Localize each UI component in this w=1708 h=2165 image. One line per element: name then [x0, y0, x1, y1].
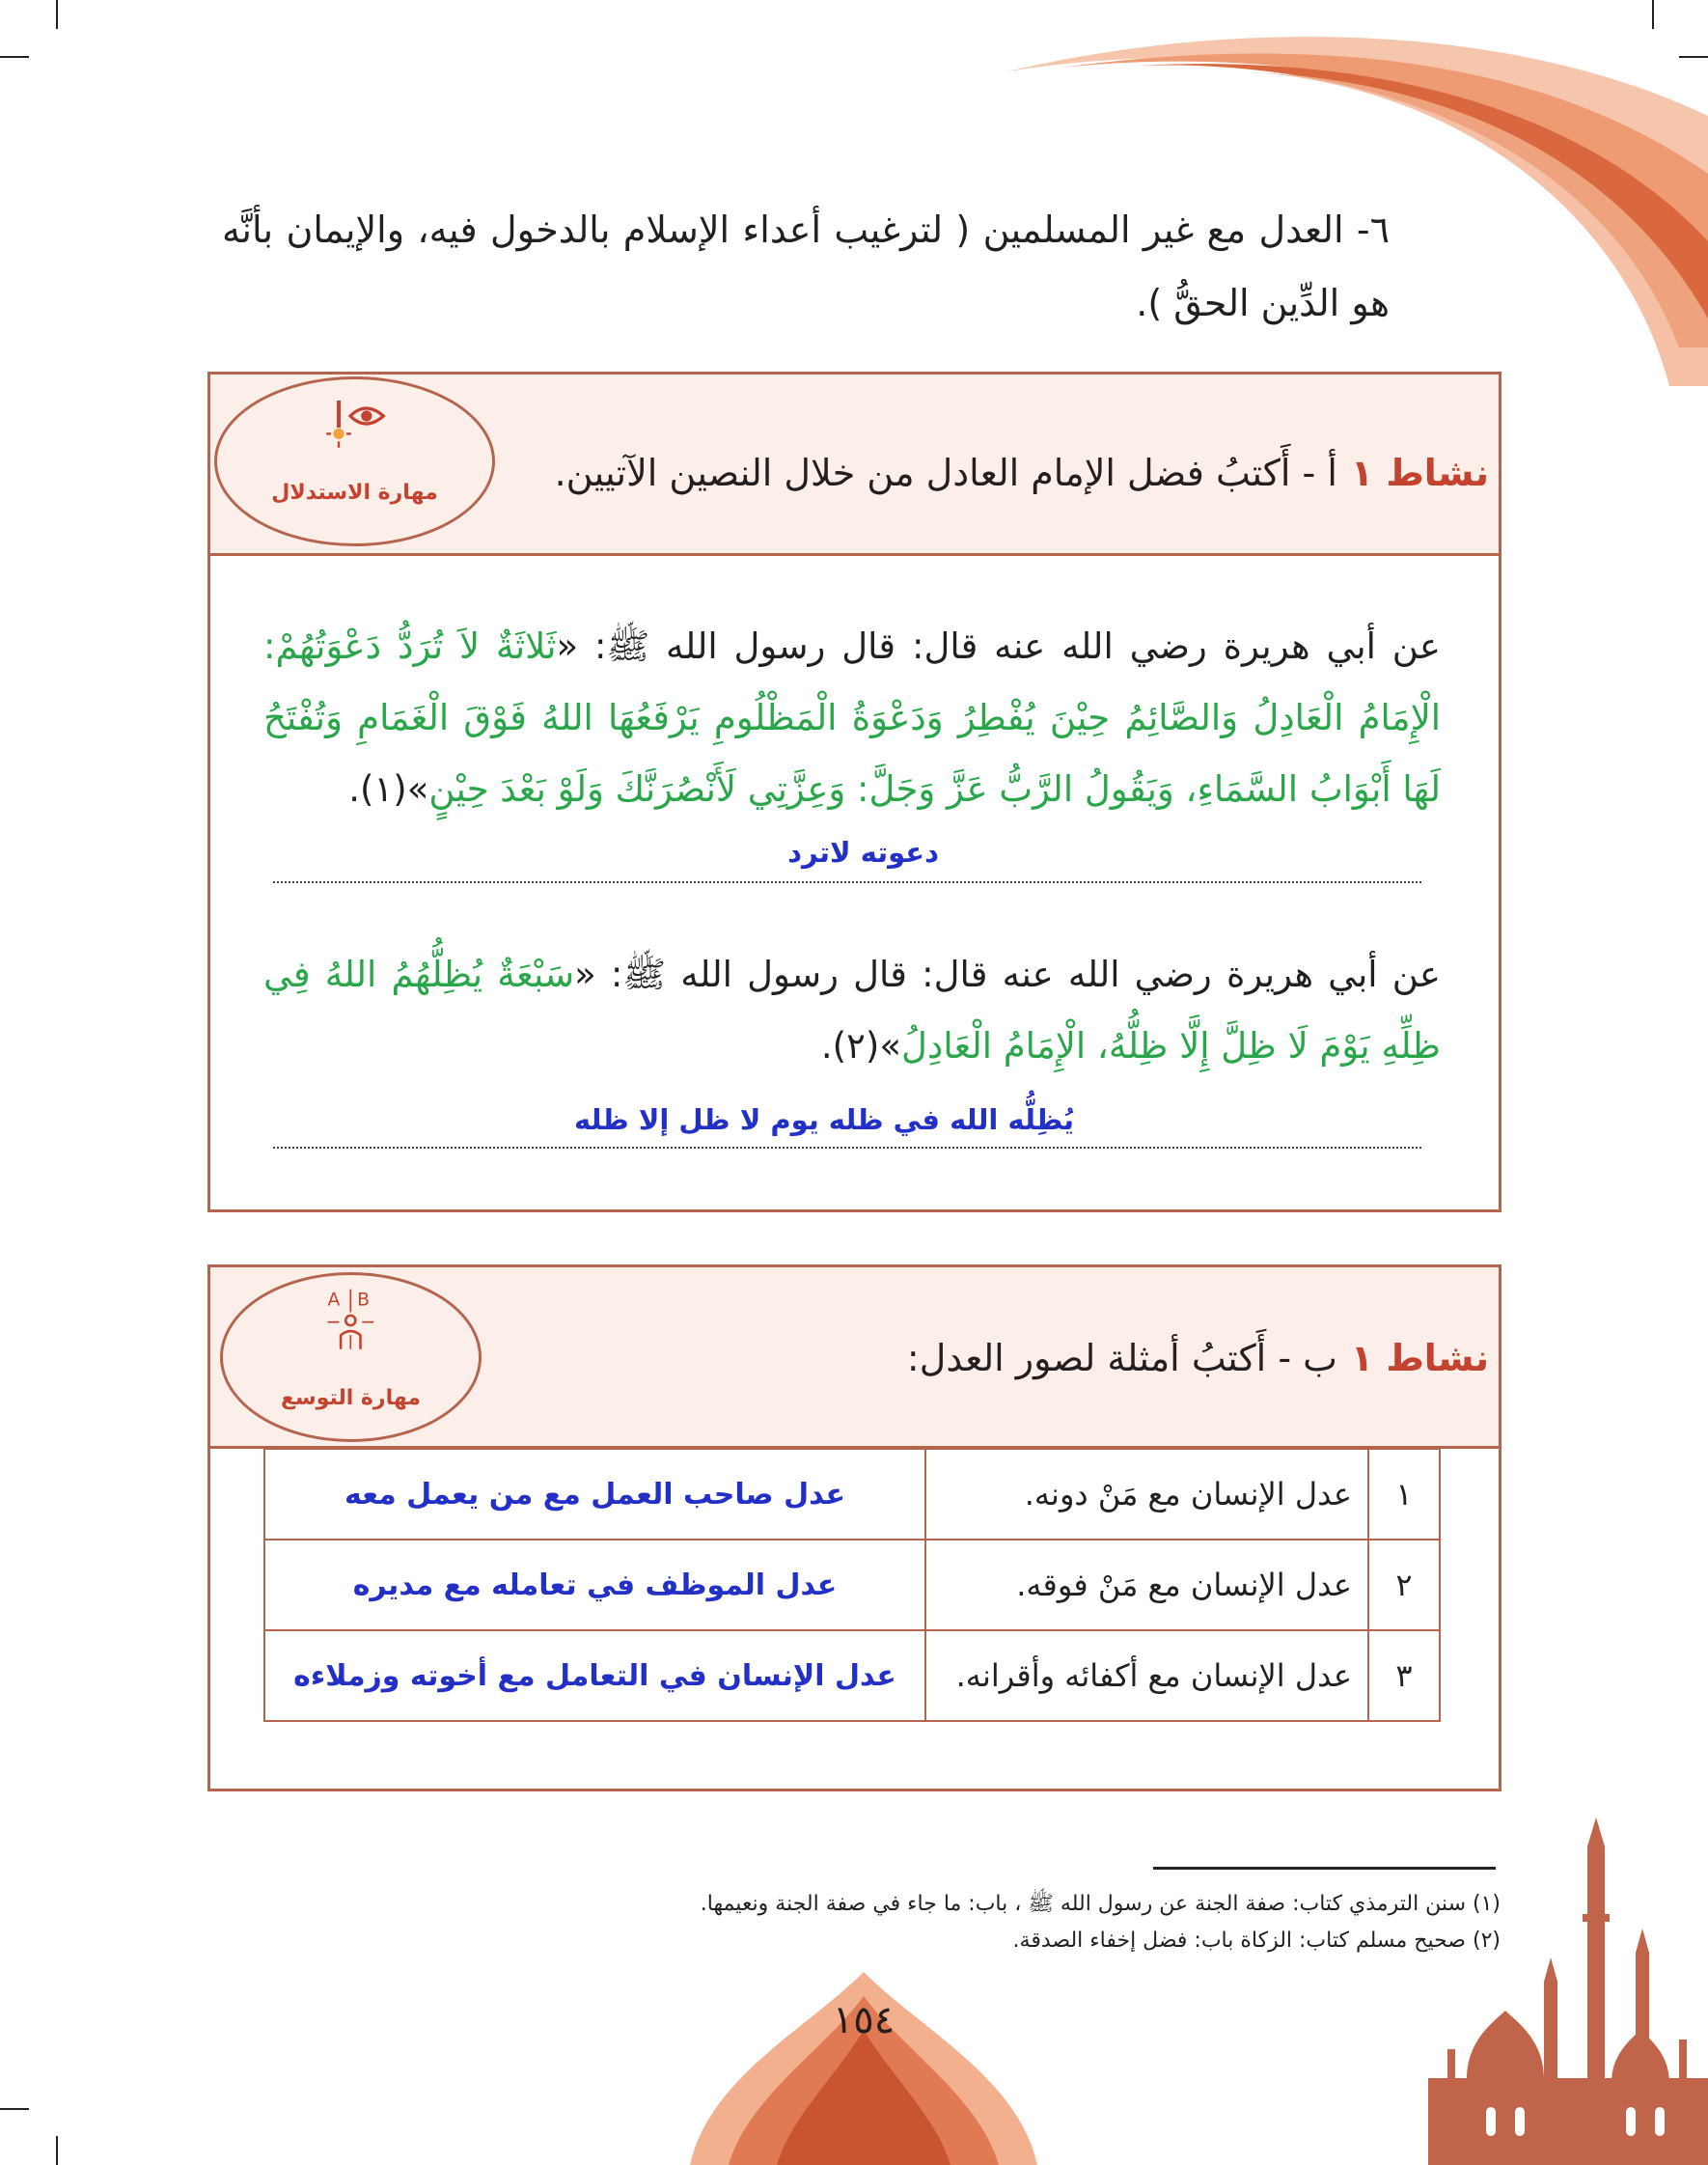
example-answer[interactable]: عدل صاحب العمل مع من يعمل معه — [264, 1449, 925, 1540]
hadith-2 — [263, 939, 1441, 1082]
hadith-2-quote: سَبْعَةٌ يُظِلُّهُمُ اللهُ فِي ظِلِّهِ يَوْمَ لَا ظِلَّ إِلَّا ظِلُّهُ، الْإِمَامُ الْعَادِلُ — [263, 954, 1441, 1067]
activity-a-box — [207, 372, 1501, 1212]
row-number: ٢ — [1368, 1540, 1440, 1630]
activity-b-box — [207, 1264, 1501, 1791]
hadith-1-answer[interactable]: دعوته لاترد — [787, 836, 939, 869]
crop-mark — [0, 56, 29, 58]
activity-a-title — [555, 452, 1489, 494]
skill-label-expansion: مهارة التوسع — [281, 1386, 421, 1410]
hadith-1-quote: ثَلاثَةٌ لاَ تُرَدُّ دَعْوَتُهُمْ: الْإِمَامُ الْعَادِلُ وَالصَّائِمُ حِيْنَ يُفْطِرُ وَدَعْوَةُ الْمَظْلُومِ يَرْفَعُهَا اللهُ فَوْقَ الْغَمَامِ وَتُفْتَحُ لَهَا أَبْوَابُ السَّمَاءِ، وَيَقُولُ الرَّبُّ عَزَّ وَجَلَّ: وَعِزَّتِي لَأَنْصُرَنَّكَ وَلَوْ بَعْدَ حِيْنٍ — [263, 625, 1441, 810]
hadith-2-close: »(٢). — [820, 1025, 901, 1067]
table-row — [264, 1449, 1440, 1540]
example-text: عدل الإنسان مع مَنْ فوقه. — [925, 1540, 1368, 1630]
crop-mark — [0, 2108, 29, 2110]
eye-lamp-icon — [316, 397, 393, 451]
hadith-2-answer[interactable]: يُظِلُّه الله في ظله يوم لا ظل إلا ظله — [573, 1103, 1074, 1136]
skill-label-inference: مهارة الاستدلال — [271, 481, 438, 505]
activity-b-instruction: ب - أَكتبُ أمثلة لصور العدل: — [906, 1337, 1337, 1379]
a-b-expansion-icon — [319, 1287, 385, 1354]
crop-mark — [56, 2136, 58, 2165]
page-number: ١٥٤ — [832, 1998, 895, 2042]
activity-b-header — [210, 1267, 1499, 1449]
activity-b-title — [907, 1337, 1489, 1379]
hadith-1 — [263, 611, 1441, 825]
example-text: عدل الإنسان مع أكفائه وأقرانه. — [925, 1630, 1368, 1721]
svg-text:A: A — [327, 1290, 341, 1311]
table-row — [264, 1630, 1440, 1721]
example-answer[interactable]: عدل الموظف في تعامله مع مديره — [264, 1540, 925, 1630]
footnote-1: (١) سنن الترمذي كتاب: صفة الجنة عن رسول الله ﷺ ، باب: ما جاء في صفة الجنة ونعيمها. — [700, 1892, 1501, 1916]
intro-paragraph: ٦- العدل مع غير المسلمين ( لترغيب أعداء الإسلام بالدخول فيه، والإيمان بأنَّه هو الدِّين الحقُّ ). — [222, 208, 1390, 324]
footnote-2: (٢) صحيح مسلم كتاب: الزكاة باب: فضل إخفاء الصدقة. — [1012, 1929, 1501, 1953]
skill-badge-inference — [214, 376, 495, 546]
examples-table — [263, 1448, 1441, 1722]
answer-line — [273, 1147, 1421, 1149]
row-number: ١ — [1368, 1449, 1440, 1540]
hadith-1-intro: عن أبي هريرة رضي الله عنه قال: قال رسول الله ﷺ: « — [556, 625, 1442, 667]
crop-mark — [56, 0, 58, 29]
activity-a-header — [210, 375, 1499, 556]
activity-a-instruction: أ - أَكتبُ فضل الإمام العادل من خلال النصين الآتيين. — [554, 452, 1337, 494]
hadith-1-close: »(١). — [348, 768, 429, 810]
activity-a-label: نشاط ١ — [1350, 452, 1489, 494]
svg-text:B: B — [357, 1290, 370, 1311]
example-text: عدل الإنسان مع مَنْ دونه. — [925, 1449, 1368, 1540]
row-number: ٣ — [1368, 1630, 1440, 1721]
hadith-2-intro: عن أبي هريرة رضي الله عنه قال: قال رسول الله ﷺ: « — [574, 954, 1442, 995]
table-row — [264, 1540, 1440, 1630]
skill-badge-expansion — [220, 1272, 482, 1442]
answer-line — [273, 881, 1421, 883]
mosque-silhouette — [1428, 1808, 1708, 2165]
example-answer[interactable]: عدل الإنسان في التعامل مع أخوته وزملاءه — [264, 1630, 925, 1721]
activity-b-label: نشاط ١ — [1350, 1337, 1489, 1379]
